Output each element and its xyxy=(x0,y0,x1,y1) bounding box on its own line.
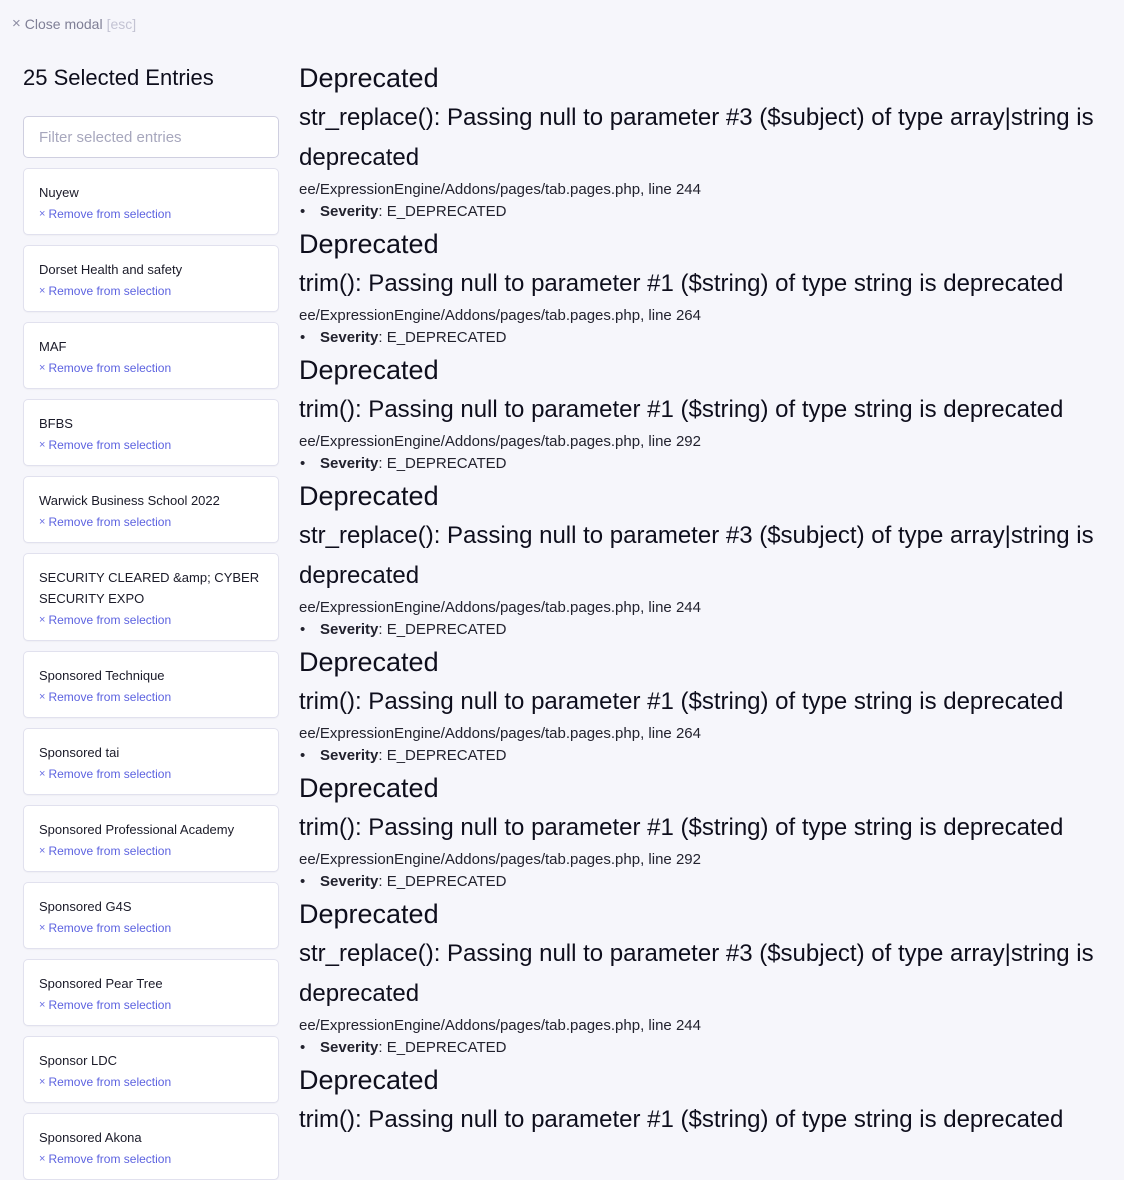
selected-entry-card xyxy=(23,168,279,235)
severity-item xyxy=(299,326,1119,350)
selected-entry-card xyxy=(23,651,279,718)
remove-icon: × xyxy=(39,1153,46,1165)
entry-title: Sponsored G4S xyxy=(39,899,132,914)
selected-entry-card xyxy=(23,245,279,312)
remove-from-selection-link[interactable] xyxy=(39,359,263,377)
entry-title: Nuyew xyxy=(39,185,79,200)
remove-icon: × xyxy=(39,439,46,451)
remove-label: Remove from selection xyxy=(48,361,172,375)
error-block xyxy=(299,898,1119,1060)
error-heading: Deprecated xyxy=(299,481,439,511)
error-heading: Deprecated xyxy=(299,773,439,803)
remove-label: Remove from selection xyxy=(48,515,172,529)
remove-label: Remove from selection xyxy=(48,844,172,858)
remove-label: Remove from selection xyxy=(48,1075,172,1089)
severity-label: Severity xyxy=(320,747,379,764)
entry-title: Sponsor LDC xyxy=(39,1053,118,1068)
remove-icon: × xyxy=(39,285,46,297)
remove-label: Remove from selection xyxy=(48,613,172,627)
error-file-location: ee/ExpressionEngine/Addons/pages/tab.pages.php, line 244 xyxy=(299,181,701,198)
severity-item xyxy=(299,200,1119,224)
error-message: trim(): Passing null to parameter #1 ($string) of type string is deprecated xyxy=(299,688,1064,715)
remove-from-selection-link[interactable] xyxy=(39,919,263,937)
error-heading: Deprecated xyxy=(299,229,439,259)
error-heading: Deprecated xyxy=(299,63,439,93)
severity-label: Severity xyxy=(320,873,379,890)
remove-label: Remove from selection xyxy=(48,690,172,704)
error-details-list xyxy=(299,870,1119,894)
error-block xyxy=(299,354,1119,476)
severity-item xyxy=(299,744,1119,768)
selected-entry-card xyxy=(23,1036,279,1103)
remove-from-selection-link[interactable] xyxy=(39,1150,263,1168)
error-message: trim(): Passing null to parameter #1 ($string) of type string is deprecated xyxy=(299,814,1064,841)
remove-icon: × xyxy=(39,614,46,626)
remove-label: Remove from selection xyxy=(48,207,172,221)
error-details-list xyxy=(299,744,1119,768)
error-details-list xyxy=(299,452,1119,476)
error-details-list xyxy=(299,1036,1119,1060)
severity-label: Severity xyxy=(320,455,379,472)
error-heading: Deprecated xyxy=(299,647,439,677)
error-file-location: ee/ExpressionEngine/Addons/pages/tab.pages.php, line 244 xyxy=(299,599,701,616)
remove-from-selection-link[interactable] xyxy=(39,513,263,531)
entry-title: Sponsored Akona xyxy=(39,1130,142,1145)
close-modal-button[interactable] xyxy=(12,15,136,32)
esc-shortcut-hint: [esc] xyxy=(106,15,137,32)
remove-from-selection-link[interactable] xyxy=(39,688,263,706)
selected-entry-card xyxy=(23,882,279,949)
remove-icon: × xyxy=(39,362,46,374)
severity-value: : E_DEPRECATED xyxy=(378,455,507,472)
remove-from-selection-link[interactable] xyxy=(39,842,263,860)
severity-value: : E_DEPRECATED xyxy=(378,621,507,638)
remove-icon: × xyxy=(39,208,46,220)
remove-icon: × xyxy=(39,922,46,934)
close-icon: × xyxy=(12,15,21,32)
error-message: trim(): Passing null to parameter #1 ($string) of type string is deprecated xyxy=(299,270,1064,297)
severity-value: : E_DEPRECATED xyxy=(378,747,507,764)
entry-title: Sponsored Pear Tree xyxy=(39,976,163,991)
error-message: trim(): Passing null to parameter #1 ($string) of type string is deprecated xyxy=(299,396,1064,423)
remove-from-selection-link[interactable] xyxy=(39,996,263,1014)
remove-from-selection-link[interactable] xyxy=(39,205,263,223)
selected-entry-card xyxy=(23,476,279,543)
error-heading: Deprecated xyxy=(299,355,439,385)
error-file-location: ee/ExpressionEngine/Addons/pages/tab.pages.php, line 264 xyxy=(299,307,701,324)
severity-label: Severity xyxy=(320,621,379,638)
remove-icon: × xyxy=(39,768,46,780)
selected-entries-title: 25 Selected Entries xyxy=(23,65,214,90)
entry-title: Warwick Business School 2022 xyxy=(39,493,220,508)
entry-title: Sponsored tai xyxy=(39,745,120,760)
severity-value: : E_DEPRECATED xyxy=(378,873,507,890)
remove-icon: × xyxy=(39,999,46,1011)
remove-label: Remove from selection xyxy=(48,284,172,298)
remove-from-selection-link[interactable] xyxy=(39,1073,263,1091)
severity-label: Severity xyxy=(320,203,379,220)
error-file-location: ee/ExpressionEngine/Addons/pages/tab.pages.php, line 244 xyxy=(299,1017,701,1034)
error-block xyxy=(299,646,1119,768)
error-block xyxy=(299,772,1119,894)
remove-icon: × xyxy=(39,845,46,857)
remove-from-selection-link[interactable] xyxy=(39,611,263,629)
entry-title: Sponsored Professional Academy xyxy=(39,822,235,837)
selected-entry-card xyxy=(23,399,279,466)
selected-entry-card xyxy=(23,322,279,389)
error-block xyxy=(299,228,1119,350)
remove-label: Remove from selection xyxy=(48,921,172,935)
severity-value: : E_DEPRECATED xyxy=(378,1039,507,1056)
selected-entry-card xyxy=(23,728,279,795)
close-modal-label: Close modal xyxy=(24,15,103,32)
severity-value: : E_DEPRECATED xyxy=(378,329,507,346)
severity-item xyxy=(299,452,1119,476)
selected-entry-card xyxy=(23,959,279,1026)
severity-label: Severity xyxy=(320,1039,379,1056)
entry-title: BFBS xyxy=(39,416,73,431)
remove-from-selection-link[interactable] xyxy=(39,282,263,300)
remove-from-selection-link[interactable] xyxy=(39,765,263,783)
remove-from-selection-link[interactable] xyxy=(39,436,263,454)
error-details-list xyxy=(299,200,1119,224)
severity-value: : E_DEPRECATED xyxy=(378,203,507,220)
selected-entry-card xyxy=(23,553,279,641)
selected-entries-sidebar xyxy=(23,62,279,1180)
remove-label: Remove from selection xyxy=(48,998,172,1012)
entry-title: SECURITY CLEARED &amp; CYBER SECURITY EXPO xyxy=(39,570,260,606)
error-block xyxy=(299,480,1119,642)
error-file-location: ee/ExpressionEngine/Addons/pages/tab.pages.php, line 292 xyxy=(299,851,701,868)
selected-entry-card xyxy=(23,1113,279,1180)
remove-label: Remove from selection xyxy=(48,438,172,452)
selected-entries-list xyxy=(23,168,279,1180)
severity-item xyxy=(299,1036,1119,1060)
severity-label: Severity xyxy=(320,329,379,346)
entry-title: Sponsored Technique xyxy=(39,668,165,683)
error-message: str_replace(): Passing null to parameter #3 ($subject) of type array|string is deprecated xyxy=(299,104,1094,171)
error-file-location: ee/ExpressionEngine/Addons/pages/tab.pages.php, line 264 xyxy=(299,725,701,742)
error-file-location: ee/ExpressionEngine/Addons/pages/tab.pages.php, line 292 xyxy=(299,433,701,450)
severity-item xyxy=(299,870,1119,894)
error-heading: Deprecated xyxy=(299,1065,439,1095)
error-message: str_replace(): Passing null to parameter #3 ($subject) of type array|string is deprecated xyxy=(299,522,1094,589)
error-details-list xyxy=(299,326,1119,350)
error-output xyxy=(299,62,1119,1144)
remove-icon: × xyxy=(39,516,46,528)
error-block xyxy=(299,1064,1119,1140)
filter-selected-entries-input[interactable] xyxy=(23,116,279,158)
selected-entry-card xyxy=(23,805,279,872)
remove-label: Remove from selection xyxy=(48,1152,172,1166)
remove-label: Remove from selection xyxy=(48,767,172,781)
error-block xyxy=(299,62,1119,224)
remove-icon: × xyxy=(39,1076,46,1088)
error-message: trim(): Passing null to parameter #1 ($string) of type string is deprecated xyxy=(299,1106,1064,1133)
remove-icon: × xyxy=(39,691,46,703)
error-details-list xyxy=(299,618,1119,642)
entry-title: Dorset Health and safety xyxy=(39,262,183,277)
error-heading: Deprecated xyxy=(299,899,439,929)
error-message: str_replace(): Passing null to parameter #3 ($subject) of type array|string is deprecated xyxy=(299,940,1094,1007)
entry-title: MAF xyxy=(39,339,67,354)
severity-item xyxy=(299,618,1119,642)
